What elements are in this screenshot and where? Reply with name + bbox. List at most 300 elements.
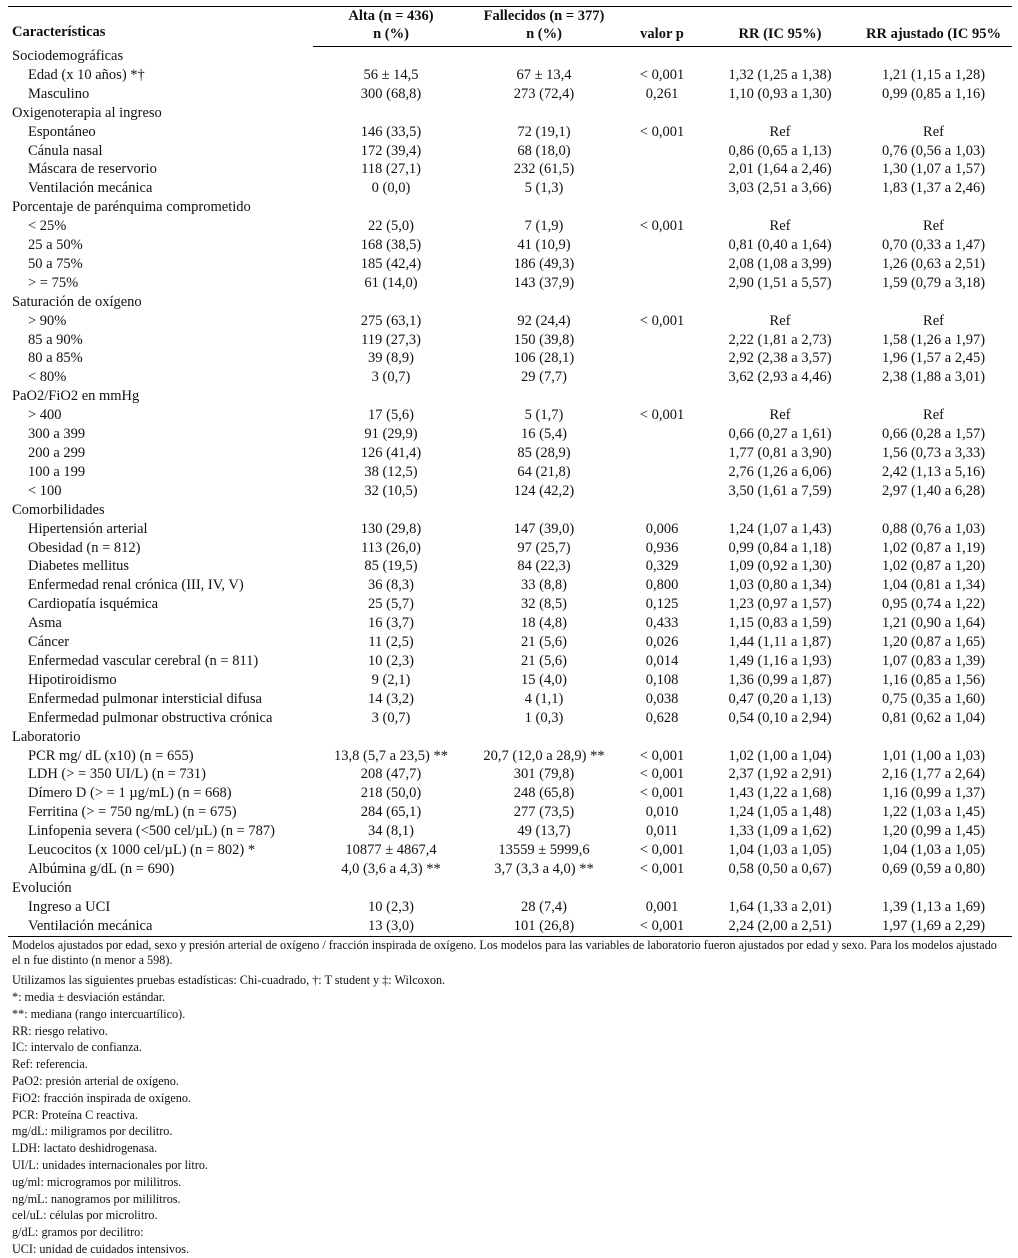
cell-alta: 113 (26,0): [361, 539, 421, 556]
footnote: FiO2: fracción inspirada de oxígeno.: [12, 1090, 192, 1105]
cell-rr-adjusted: 1,59 (0,79 a 3,18): [881, 274, 986, 291]
table-row: [8, 690, 1012, 709]
row-label: Enfermedad pulmonar intersticial difusa: [28, 690, 262, 707]
row-label: Asma: [28, 615, 62, 632]
cell-p-value: 0,261: [645, 85, 679, 102]
cell-rr: 0,99 (0,84 a 1,18): [728, 539, 832, 556]
cell-rr: 1,49 (1,16 a 1,93): [728, 652, 832, 669]
row-label: Cardiopatía isquémica: [28, 596, 159, 613]
cell-rr-adjusted: 1,56 (0,73 a 3,33): [881, 445, 986, 462]
cell-fallecidos: 101 (26,8): [469, 917, 619, 936]
cell-rr: 1,24 (1,07 a 1,43): [728, 520, 832, 537]
cell-rr-adjusted: 2,42 (1,13 a 5,16): [881, 463, 986, 480]
cell-p-value: [619, 255, 705, 274]
cell-rr: 2,37 (1,92 a 2,91): [728, 766, 832, 783]
cell-rr-adjusted: 1,21 (1,15 a 1,28): [881, 66, 986, 83]
cell-alta: 39 (8,9): [368, 350, 414, 367]
results-table: [8, 7, 1012, 937]
footnote: Modelos ajustados por edad, sexo y presión arterial de oxígeno / fracción inspirada de oxígeno. Los modelos para las variables de laboratorio fueron ajustados por edad y sexo. Para los modelos ajustado el n fue distinto (n menor a 598).: [12, 937, 997, 968]
cell-rr: 1,10 (0,93 a 1,30): [728, 85, 832, 102]
cell-alta: 185 (42,4): [360, 255, 422, 272]
cell-alta: 13 (3,0): [313, 917, 469, 936]
row-label: Enfermedad vascular cerebral (n = 811): [28, 652, 259, 669]
cell-alta: 36 (8,3): [368, 577, 414, 594]
cell-fallecidos: 232 (61,5): [513, 161, 575, 178]
row-label: > 400: [28, 407, 62, 424]
row-label: Ventilación mecánica: [8, 917, 313, 936]
cell-p-value: 0,628: [645, 709, 679, 726]
footnote: PCR: Proteína C reactiva.: [12, 1107, 138, 1122]
cell-rr-adjusted: Ref: [923, 123, 944, 140]
row-label: 85 a 90%: [28, 331, 83, 348]
table-row: [8, 917, 1012, 936]
cell-p-value: 0,026: [645, 634, 679, 651]
row-label: > = 75%: [28, 274, 79, 291]
row-label: Dímero D (> = 1 µg/mL) (n = 668): [28, 785, 232, 802]
table-row: [8, 66, 1012, 85]
row-label: Enfermedad pulmonar obstructiva crónica: [28, 709, 273, 726]
empty-cell: [619, 387, 705, 406]
cell-rr-adjusted: 0,66 (0,28 a 1,57): [881, 426, 986, 443]
table-row: [8, 841, 1012, 860]
cell-p-value: [619, 274, 705, 293]
empty-cell: [313, 47, 469, 66]
footnote: mg/dL: miligramos por decilitro.: [12, 1124, 173, 1139]
cell-rr-adjusted: 1,30 (1,07 a 1,57): [881, 161, 986, 178]
cell-p-value: [619, 444, 705, 463]
cell-fallecidos: 7 (1,9): [524, 218, 564, 235]
empty-cell: [855, 104, 1012, 123]
table-row: [8, 482, 1012, 501]
table-header: [8, 7, 1012, 47]
section-label: Saturación de oxígeno: [12, 293, 142, 310]
row-label: < 25%: [28, 218, 67, 235]
empty-cell: [313, 293, 469, 312]
cell-rr: 0,58 (0,50 a 0,67): [728, 860, 832, 877]
empty-cell: [469, 47, 619, 66]
table-row: [8, 85, 1012, 104]
cell-fallecidos: 1 (0,3): [524, 709, 564, 726]
cell-alta: 56 ± 14,5: [363, 66, 419, 83]
cell-rr: Ref: [769, 312, 791, 329]
header-rr: RR (IC 95%): [705, 25, 855, 47]
cell-p-value: [619, 425, 705, 444]
cell-p-value: < 0,001: [639, 785, 685, 802]
cell-alta: 9 (2,1): [371, 671, 411, 688]
cell-fallecidos: 147 (39,0): [513, 520, 575, 537]
cell-rr: 3,62 (2,93 a 4,46): [728, 369, 832, 386]
cell-alta: 130 (29,8): [360, 520, 422, 537]
cell-rr-adjusted: Ref: [923, 218, 944, 235]
header-alta: Alta (n = 436): [348, 8, 434, 24]
cell-rr: 1,36 (0,99 a 1,87): [728, 671, 832, 688]
empty-cell: [469, 198, 619, 217]
row-label: PCR mg/ dL (x10) (n = 655): [28, 747, 194, 764]
empty-cell: [855, 387, 1012, 406]
cell-p-value: < 0,001: [639, 123, 685, 140]
empty-cell: [855, 879, 1012, 898]
cell-rr-adjusted: 1,04 (1,03 a 1,05): [881, 842, 986, 859]
cell-fallecidos: 64 (21,8): [517, 463, 571, 480]
cell-rr: 0,66 (0,27 a 1,61): [728, 426, 832, 443]
cell-rr: 1,33 (1,09 a 1,62): [728, 823, 832, 840]
table-row: [8, 539, 1012, 558]
row-label: Máscara de reservorio: [28, 161, 157, 178]
empty-cell: [855, 198, 1012, 217]
cell-alta: 208 (47,7): [360, 766, 422, 783]
table-row: [8, 444, 1012, 463]
empty-cell: [313, 198, 469, 217]
cell-alta: 168 (38,5): [360, 237, 422, 254]
cell-alta: 218 (50,0): [360, 785, 422, 802]
cell-rr: 2,90 (1,51 a 5,57): [728, 274, 832, 291]
cell-rr: Ref: [769, 123, 791, 140]
section-label: Sociodemográficas: [12, 47, 124, 64]
footnote: PaO2: presión arterial de oxígeno.: [12, 1073, 179, 1088]
cell-fallecidos: 72 (19,1): [517, 123, 571, 140]
cell-alta: 3 (0,7): [371, 369, 411, 386]
section-row: [8, 879, 1012, 898]
cell-p-value: [619, 349, 705, 368]
cell-p-value: [619, 236, 705, 255]
cell-p-value: < 0,001: [639, 218, 685, 235]
cell-fallecidos: 273 (72,4): [513, 85, 575, 102]
cell-p-value: 0,108: [645, 671, 679, 688]
table-row: [8, 765, 1012, 784]
empty-cell: [469, 879, 619, 898]
empty-cell: [705, 47, 855, 66]
empty-cell: [705, 501, 855, 520]
table-row: [8, 312, 1012, 331]
cell-alta: 16 (3,7): [368, 615, 414, 632]
table-row: [8, 368, 1012, 387]
empty-cell: [619, 104, 705, 123]
footnote: Utilizamos las siguientes pruebas estadísticas: Chi-cuadrado, †: T student y ‡: Wilcoxon.: [12, 973, 446, 988]
section-label: Evolución: [12, 879, 72, 896]
cell-p-value: [619, 179, 705, 198]
cell-p-value: < 0,001: [639, 842, 685, 859]
footnote: cel/uL: células por microlitro.: [12, 1208, 158, 1223]
cell-alta: 38 (12,5): [364, 463, 418, 480]
cell-alta: 34 (8,1): [368, 823, 414, 840]
empty-cell: [469, 387, 619, 406]
header-characteristics: Características: [12, 23, 106, 40]
cell-rr-adjusted: 1,58 (1,26 a 1,97): [881, 331, 986, 348]
empty-cell: [705, 104, 855, 123]
cell-alta: 13,8 (5,7 a 23,5) **: [334, 747, 448, 764]
cell-fallecidos: 277 (73,5): [513, 804, 575, 821]
cell-alta: 22 (5,0): [368, 218, 414, 235]
cell-rr: 1,43 (1,22 a 1,68): [728, 785, 832, 802]
empty-cell: [469, 293, 619, 312]
row-label: Espontáneo: [28, 123, 96, 140]
cell-fallecidos: 3,7 (3,3 a 4,0) **: [494, 860, 594, 877]
cell-fallecidos: 5 (1,7): [524, 407, 564, 424]
empty-cell: [619, 879, 705, 898]
row-label: 25 a 50%: [28, 237, 83, 254]
table-row: [8, 160, 1012, 179]
cell-rr: 1,02 (1,00 a 1,04): [728, 747, 832, 764]
cell-p-value: < 0,001: [619, 917, 705, 936]
table-row: [8, 520, 1012, 539]
cell-rr-adjusted: 0,70 (0,33 a 1,47): [881, 237, 986, 254]
cell-fallecidos: 124 (42,2): [513, 482, 575, 499]
cell-rr: 1,44 (1,11 a 1,87): [728, 634, 832, 651]
cell-fallecidos: 248 (65,8): [513, 785, 575, 802]
cell-alta: 10 (2,3): [368, 898, 414, 915]
table-row: [8, 331, 1012, 350]
cell-alta: 32 (10,5): [364, 482, 418, 499]
cell-rr: 2,22 (1,81 a 2,73): [728, 331, 832, 348]
cell-rr-adjusted: 1,21 (0,90 a 1,64): [881, 615, 986, 632]
cell-alta: 25 (5,7): [368, 596, 414, 613]
cell-rr: 1,64 (1,33 a 2,01): [728, 898, 832, 915]
cell-rr-adjusted: 0,69 (0,59 a 0,80): [881, 860, 986, 877]
table-row: [8, 255, 1012, 274]
cell-fallecidos: 150 (39,8): [513, 331, 575, 348]
cell-alta: 11 (2,5): [368, 634, 414, 651]
empty-cell: [619, 293, 705, 312]
cell-rr: 0,86 (0,65 a 1,13): [728, 142, 832, 159]
table-row: [8, 236, 1012, 255]
footnote: RR: riesgo relativo.: [12, 1023, 108, 1038]
row-label: Edad (x 10 años) *†: [28, 66, 145, 83]
cell-rr-adjusted: 1,16 (0,99 a 1,37): [881, 785, 986, 802]
table-row: [8, 557, 1012, 576]
cell-rr-adjusted: 1,83 (1,37 a 2,46): [881, 180, 986, 197]
table-row: [8, 463, 1012, 482]
cell-rr-adjusted: 1,02 (0,87 a 1,19): [881, 539, 986, 556]
table-row: [8, 349, 1012, 368]
row-label: 300 a 399: [28, 426, 86, 443]
row-label: Diabetes mellitus: [28, 558, 130, 575]
cell-rr-adjusted: 1,26 (0,63 a 2,51): [881, 255, 986, 272]
cell-rr: 1,04 (1,03 a 1,05): [728, 842, 832, 859]
cell-rr: 2,24 (2,00 a 2,51): [705, 917, 855, 936]
section-label: Oxigenoterapia al ingreso: [12, 104, 162, 121]
cell-rr-adjusted: 2,97 (1,40 a 6,28): [881, 482, 986, 499]
section-row: [8, 293, 1012, 312]
cell-p-value: 0,936: [645, 539, 679, 556]
cell-rr-adjusted: 1,96 (1,57 a 2,45): [881, 350, 986, 367]
header-p-value: valor p: [619, 25, 705, 47]
footnote: IC: intervalo de confianza.: [12, 1040, 142, 1055]
cell-rr-adjusted: 1,39 (1,13 a 1,69): [881, 898, 986, 915]
cell-p-value: 0,433: [645, 615, 679, 632]
table-row: [8, 747, 1012, 766]
cell-alta: 146 (33,5): [360, 123, 422, 140]
row-label: 50 a 75%: [28, 255, 83, 272]
empty-cell: [469, 104, 619, 123]
table-row: [8, 614, 1012, 633]
cell-fallecidos: 13559 ± 5999,6: [498, 842, 590, 859]
footnote: ng/mL: nanogramos por mililitros.: [12, 1191, 181, 1206]
table-row: [8, 406, 1012, 425]
footnote: LDH: lactato deshidrogenasa.: [12, 1141, 158, 1156]
cell-alta: 3 (0,7): [371, 709, 411, 726]
cell-rr: 2,01 (1,64 a 2,46): [728, 161, 832, 178]
cell-rr-adjusted: 0,75 (0,35 a 1,60): [881, 690, 986, 707]
cell-rr-adjusted: 0,95 (0,74 a 1,22): [881, 596, 986, 613]
header-rr-adjusted: RR ajustado (IC 95%: [855, 25, 1012, 47]
cell-rr-adjusted: 1,22 (1,03 a 1,45): [881, 804, 986, 821]
cell-p-value: 0,329: [645, 558, 679, 575]
cell-p-value: [619, 482, 705, 501]
section-row: [8, 104, 1012, 123]
cell-rr: 1,77 (0,81 a 3,90): [728, 445, 832, 462]
cell-rr: 1,23 (0,97 a 1,57): [728, 596, 832, 613]
cell-rr: 1,24 (1,05 a 1,48): [728, 804, 832, 821]
table-row: [8, 784, 1012, 803]
cell-alta: 10877 ± 4867,4: [345, 842, 437, 859]
empty-cell: [855, 501, 1012, 520]
cell-p-value: [619, 142, 705, 161]
cell-rr: 2,76 (1,26 a 6,06): [728, 463, 832, 480]
table-row: [8, 274, 1012, 293]
cell-rr-adjusted: 1,20 (0,99 a 1,45): [881, 823, 986, 840]
cell-alta: 61 (14,0): [364, 274, 418, 291]
cell-alta: 4,0 (3,6 a 4,3) **: [341, 860, 441, 877]
empty-cell: [705, 728, 855, 747]
table-row: [8, 595, 1012, 614]
cell-fallecidos: 5 (1,3): [524, 180, 564, 197]
cell-fallecidos: 186 (49,3): [513, 255, 575, 272]
empty-cell: [705, 198, 855, 217]
empty-cell: [705, 879, 855, 898]
cell-fallecidos: 49 (13,7): [517, 823, 571, 840]
header-fallecidos-sub: n (%): [469, 25, 619, 47]
cell-p-value: 0,038: [645, 690, 679, 707]
cell-alta: 172 (39,4): [360, 142, 422, 159]
row-label: Albúmina g/dL (n = 690): [28, 860, 175, 877]
cell-rr: 1,32 (1,25 a 1,38): [728, 66, 832, 83]
cell-fallecidos: 20,7 (12,0 a 28,9) **: [483, 747, 605, 764]
cell-rr: 3,03 (2,51 a 3,66): [728, 180, 832, 197]
cell-rr: 3,50 (1,61 a 7,59): [728, 482, 832, 499]
footnote: UCI: unidad de cuidados intensivos.: [12, 1241, 190, 1256]
cell-rr: 2,08 (1,08 a 3,99): [728, 255, 832, 272]
cell-fallecidos: 32 (8,5): [521, 596, 567, 613]
empty-cell: [313, 104, 469, 123]
row-label: Ferritina (> = 750 ng/mL) (n = 675): [28, 804, 237, 821]
cell-p-value: [619, 463, 705, 482]
footnote: *: media ± desviación estándar.: [12, 989, 166, 1004]
cell-alta: 10 (2,3): [368, 652, 414, 669]
cell-p-value: < 0,001: [639, 66, 685, 83]
empty-cell: [705, 293, 855, 312]
cell-alta: 284 (65,1): [360, 804, 422, 821]
cell-fallecidos: 97 (25,7): [517, 539, 571, 556]
table-row: [8, 576, 1012, 595]
cell-rr-adjusted: Ref: [923, 312, 944, 329]
row-label: Ventilación mecánica: [28, 180, 153, 197]
table-row: [8, 123, 1012, 142]
empty-cell: [855, 47, 1012, 66]
row-label: Enfermedad renal crónica (III, IV, V): [28, 577, 244, 594]
section-row: [8, 728, 1012, 747]
empty-cell: [313, 387, 469, 406]
cell-fallecidos: 28 (7,4): [521, 898, 567, 915]
table-container: [8, 0, 1012, 1258]
cell-fallecidos: 16 (5,4): [521, 426, 567, 443]
cell-rr-adjusted: 0,99 (0,85 a 1,16): [881, 85, 986, 102]
row-label: < 100: [28, 482, 62, 499]
section-label: Comorbilidades: [12, 501, 105, 518]
cell-p-value: [619, 368, 705, 387]
cell-fallecidos: 29 (7,7): [521, 369, 567, 386]
empty-cell: [855, 293, 1012, 312]
cell-alta: 0 (0,0): [371, 180, 411, 197]
cell-fallecidos: 15 (4,0): [521, 671, 567, 688]
cell-fallecidos: 143 (37,9): [513, 274, 575, 291]
cell-p-value: [619, 331, 705, 350]
footnote: **: mediana (rango intercuartílico).: [12, 1006, 186, 1021]
cell-alta: 14 (3,2): [368, 690, 414, 707]
section-row: [8, 387, 1012, 406]
row-label: Masculino: [28, 85, 90, 102]
table-row: [8, 898, 1012, 917]
table-row: [8, 860, 1012, 879]
cell-rr-adjusted: 1,97 (1,69 a 2,29): [855, 917, 1012, 936]
table-body: [8, 47, 1012, 937]
cell-rr-adjusted: 0,76 (0,56 a 1,03): [881, 142, 986, 159]
cell-rr-adjusted: 1,07 (0,83 a 1,39): [881, 652, 986, 669]
section-row: [8, 47, 1012, 66]
header-alta-sub: n (%): [313, 25, 469, 47]
table-row: [8, 217, 1012, 236]
row-label: 100 a 199: [28, 463, 86, 480]
row-label: < 80%: [28, 369, 67, 386]
table-row: [8, 142, 1012, 161]
row-label: Hipertensión arterial: [28, 520, 148, 537]
cell-rr-adjusted: 1,02 (0,87 a 1,20): [881, 558, 986, 575]
cell-p-value: 0,001: [645, 898, 679, 915]
cell-fallecidos: 33 (8,8): [521, 577, 567, 594]
empty-cell: [313, 728, 469, 747]
cell-fallecidos: 21 (5,6): [521, 652, 567, 669]
cell-alta: 85 (19,5): [364, 558, 418, 575]
footnote: ug/ml: microgramos por mililitros.: [12, 1174, 182, 1189]
row-label: Cáncer: [28, 634, 70, 651]
table-row: [8, 822, 1012, 841]
cell-alta: 119 (27,3): [361, 331, 421, 348]
row-label: > 90%: [28, 312, 67, 329]
cell-fallecidos: 68 (18,0): [517, 142, 571, 159]
cell-fallecidos: 106 (28,1): [513, 350, 575, 367]
row-label: 80 a 85%: [28, 350, 83, 367]
empty-cell: [619, 198, 705, 217]
table-row: [8, 633, 1012, 652]
cell-alta: 118 (27,1): [361, 161, 421, 178]
cell-rr: 0,47 (0,20 a 1,13): [728, 690, 832, 707]
footnote: Ref: referencia.: [12, 1057, 88, 1072]
empty-cell: [619, 47, 705, 66]
table-row: [8, 425, 1012, 444]
row-label: Obesidad (n = 812): [28, 539, 141, 556]
empty-cell: [619, 501, 705, 520]
row-label: Cánula nasal: [28, 142, 103, 159]
cell-rr: 1,03 (0,80 a 1,34): [728, 577, 832, 594]
cell-rr: 0,54 (0,10 a 2,94): [728, 709, 832, 726]
cell-alta: 300 (68,8): [360, 85, 422, 102]
cell-rr: Ref: [769, 407, 791, 424]
cell-alta: 91 (29,9): [364, 426, 418, 443]
cell-rr-adjusted: Ref: [923, 407, 944, 424]
table-row: [8, 652, 1012, 671]
empty-cell: [469, 501, 619, 520]
section-row: [8, 198, 1012, 217]
empty-cell: [313, 879, 469, 898]
